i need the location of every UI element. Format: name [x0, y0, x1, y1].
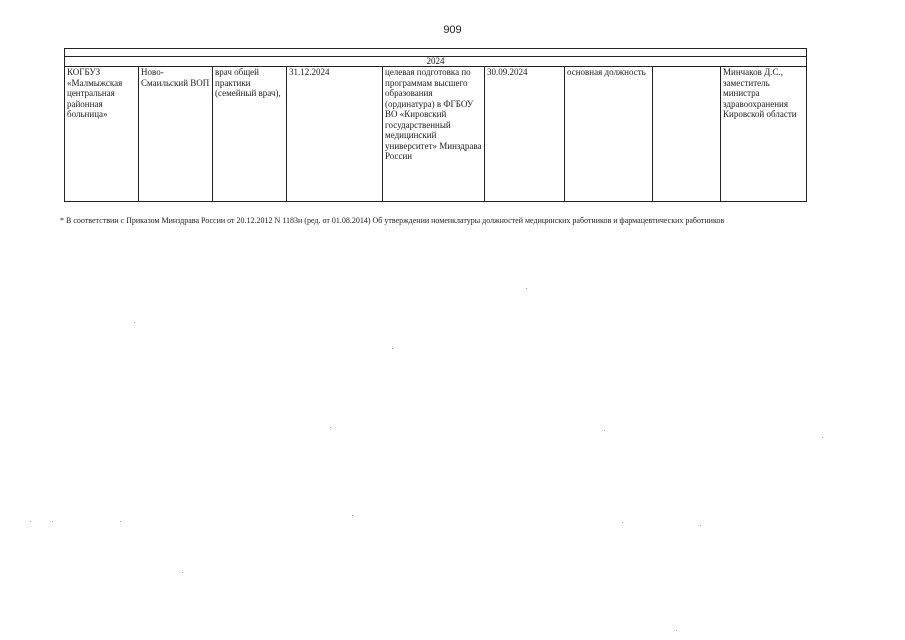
scan-speck [120, 521, 121, 522]
scan-speck [134, 322, 135, 323]
scan-speck [182, 572, 183, 573]
cell-date-start: 31.12.2024 [287, 67, 383, 202]
scan-speck [604, 430, 605, 431]
scan-speck [330, 427, 331, 428]
scan-speck [392, 348, 393, 349]
page-number: 909 [443, 24, 462, 36]
cell-responsible: Минчаков Д.С., заместитель министра здравоохранения Кировской области [721, 67, 807, 202]
cell-position: врач общей практики (семейный врач), [213, 67, 287, 202]
scan-speck [700, 525, 701, 526]
scan-speck [676, 630, 677, 631]
cell-empty [653, 67, 721, 202]
year-header-row [65, 57, 807, 67]
cell-position-type: основная должность [565, 67, 653, 202]
plan-table [64, 48, 807, 202]
cell-measure: целевая подготовка по программам высшего образования (ординатура) в ФГБОУ ВО «Кировский государственный медицинский университет» Минздрава России [383, 67, 485, 202]
footnote: * В соответствии с Приказом Минздрава России от 20.12.2012 N 1183н (ред. от 01.08.2014) Об утверждении номенклатуры должностей медицинских работников и фармацевтических работников [60, 216, 725, 225]
table-row [65, 67, 807, 202]
cell-date-end: 30.09.2024 [485, 67, 565, 202]
scan-speck [822, 437, 823, 438]
cell-subdivision: Ново-Смаильский ВОП [139, 67, 213, 202]
scan-speck [352, 515, 353, 516]
scan-speck [52, 521, 53, 522]
scan-speck [30, 521, 31, 522]
cell-organization: КОГБУЗ «Малмыжская центральная районная больница» [65, 67, 139, 202]
scan-speck [526, 288, 527, 289]
scan-speck [622, 522, 623, 523]
table-top-row [65, 49, 807, 57]
year-header: 2024 [65, 57, 807, 67]
